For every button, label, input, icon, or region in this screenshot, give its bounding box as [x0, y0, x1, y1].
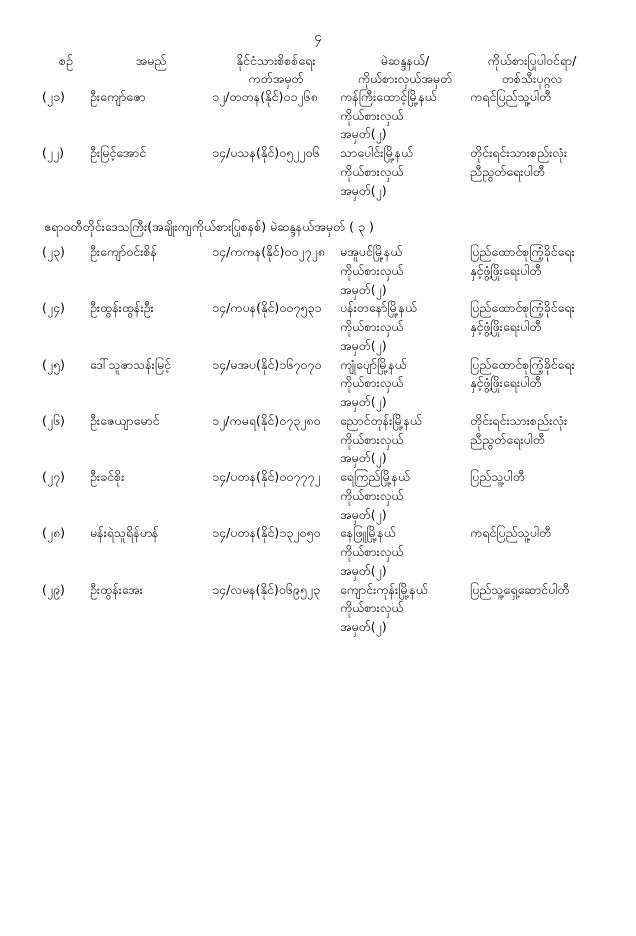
row-constituency	[340, 524, 470, 580]
party-line: နှင့်ဖွံ့ဖြိုးရေးပါတီ	[470, 262, 542, 278]
section-title: ဧရာဝတီတိုင်းဒေသကြီး(အချိုးကျကိုယ်စားပြုစနစ်) မဲဆန္ဒနယ်အမှတ် ( ၃ )	[44, 219, 374, 235]
row-serial-number: (၂၆)	[42, 412, 65, 428]
row-nrc-number: ၁၄/ပသန(နိုင်)၀၅၂၂၀၆	[212, 145, 320, 161]
constituency-line: ကိုယ်စားလှယ်	[340, 600, 404, 616]
table-row	[42, 299, 594, 355]
table-row	[42, 412, 594, 468]
row-serial-number: (၂၅)	[42, 356, 65, 372]
row-person-name: ဦးမြင့်အောင်	[90, 145, 147, 161]
constituency-line: အမှတ်(၂)	[340, 450, 387, 466]
row-serial-number: (၂၁)	[42, 88, 65, 104]
row-constituency	[340, 243, 470, 299]
row-serial-number: (၂၉)	[42, 581, 65, 597]
constituency-line: အမှတ်(၂)	[340, 394, 387, 410]
row-constituency	[340, 412, 470, 468]
table-body	[42, 88, 594, 637]
constituency-line: နေဖြူမြို့နယ်	[340, 525, 396, 541]
constituency-line: အမှတ်(၂)	[340, 337, 387, 353]
row-nrc-number: ၁၄/ကပန(နိုင်)၀၀၇၅၃၁	[212, 300, 322, 316]
document-page	[0, 30, 636, 936]
constituency-line: ကျုံပျော်မြို့နယ်	[340, 356, 407, 372]
row-person-name: ဦးခင်စိုး	[90, 469, 125, 485]
row-constituency	[340, 299, 470, 355]
constituency-line: ကိုယ်စားလှယ်	[340, 163, 404, 179]
constituency-line: ကျောင်းကုန်းမြို့နယ်	[340, 581, 428, 597]
party-line: ညီညွတ်ရေးပါတီ	[470, 163, 545, 179]
table-row	[42, 144, 594, 200]
row-person-name: ဦးထွန်းထွန်းဦး	[90, 300, 154, 316]
party-line: ပြည်ထောင်စုကြံ့ခိုင်ရေး	[470, 356, 575, 372]
row-nrc-number: ၁၄/ပတန(နိုင်)၁၃၂၀၅၀	[212, 525, 321, 541]
constituency-line: ညောင်တုန်းမြို့နယ်	[340, 412, 423, 428]
constituency-line: သာပေါင်းမြို့နယ်	[340, 145, 414, 161]
row-constituency	[340, 356, 470, 412]
row-party: ပြည်သူ့ပါတီ	[470, 469, 525, 485]
party-line: ပြည်ထောင်စုကြံ့ခိုင်ရေး	[470, 244, 575, 260]
party-line: တိုင်းရင်းသားစည်းလုံး	[470, 145, 568, 161]
row-party	[470, 144, 594, 200]
row-serial-number: (၂၃)	[42, 244, 65, 260]
section-heading-cell	[42, 200, 594, 243]
party-line: ညီညွတ်ရေးပါတီ	[470, 431, 545, 447]
constituency-line: ကိုယ်စားလှယ်	[340, 375, 404, 391]
table-row	[42, 524, 594, 580]
constituency-line: ကိုယ်စားလှယ်	[340, 319, 404, 335]
constituency-line: ကိုယ်စားလှယ်	[340, 107, 404, 123]
row-serial-number: (၂၇)	[42, 469, 65, 485]
row-party	[470, 299, 594, 355]
row-nrc-number: ၁၄/လမန(နိုင်)၀၆၉၅၂၃	[212, 581, 321, 597]
row-serial-number: (၂၈)	[42, 525, 66, 541]
table-row	[42, 88, 594, 144]
column-header-name: အမည်	[135, 52, 167, 68]
constituency-line: အမှတ်(၂)	[340, 619, 387, 635]
party-line: တိုင်းရင်းသားစည်းလုံး	[470, 412, 568, 428]
row-person-name: ဦးထွန်းအေး	[90, 581, 143, 597]
row-nrc-number: ၁၂/ကမရ(နိုင်)၀၇၃၂၈၀	[212, 412, 321, 428]
table-row	[42, 356, 594, 412]
constituency-line: ကန်ကြီးထောင့်မြို့နယ်	[340, 88, 437, 104]
constituency-line: အမှတ်(၂)	[340, 126, 387, 142]
row-person-name: မန်းရဲသူရိန်ဟန်	[90, 525, 159, 541]
row-constituency	[340, 88, 470, 144]
table-row	[42, 581, 594, 637]
constituency-line: အမှတ်(၂)	[340, 506, 387, 522]
row-party	[470, 243, 594, 299]
table-row	[42, 243, 594, 299]
row-serial-number: (၂၂)	[42, 145, 65, 161]
constituency-line: မအူပင်မြို့နယ်	[340, 244, 403, 260]
table-row	[42, 468, 594, 524]
column-header-party: ကိုယ်စားပြုပါဝင်ရာ/ တစ်သီးပုဂ္ဂလ	[487, 52, 577, 86]
party-line: ပြည်ထောင်စုကြံ့ခိုင်ရေး	[470, 300, 575, 316]
row-nrc-number: ၁၄/ကကန(နိုင်)၀၀၂၇၂၈	[212, 244, 325, 260]
constituency-line: အမှတ်(၂)	[340, 562, 387, 578]
row-constituency	[340, 144, 470, 200]
constituency-line: ကိုယ်စားလှယ်	[340, 262, 404, 278]
section-heading-row	[42, 200, 594, 243]
row-constituency	[340, 468, 470, 524]
row-constituency	[340, 581, 470, 637]
constituency-line: ရေကြည်မြို့နယ်	[340, 469, 411, 485]
representatives-table	[42, 52, 594, 637]
row-serial-number: (၂၄)	[42, 300, 65, 316]
row-person-name: ဦးဇေယျာမောင်	[90, 412, 160, 428]
constituency-line: ကိုယ်စားလှယ်	[340, 544, 404, 560]
constituency-line: ကိုယ်စားလှယ်	[340, 431, 404, 447]
table-header	[42, 52, 594, 88]
constituency-line: အမှတ်(၂)	[340, 182, 387, 198]
row-nrc-number: ၁၄/မအပ(နိုင်)၁၆၇၀၇၀	[212, 356, 322, 372]
party-line: နှင့်ဖွံ့ဖြိုးရေးပါတီ	[470, 375, 542, 391]
page-number: ၄	[314, 30, 322, 45]
constituency-line: အမှတ်(၂)	[340, 281, 387, 297]
row-person-name: ဦးကျော်ဝင်းစိန်	[90, 244, 157, 260]
row-nrc-number: ၁၂/တတန(နိုင်)၀၁၂၆၈	[212, 88, 318, 104]
row-party: ပြည်သူ့ရှေ့ဆောင်ပါတီ	[470, 581, 570, 597]
row-party	[470, 356, 594, 412]
row-party	[470, 412, 594, 468]
constituency-line: ကိုယ်စားလှယ်	[340, 487, 404, 503]
row-nrc-number: ၁၄/ပတန(နိုင်)၀၀၇၇၇၂	[212, 469, 321, 485]
party-line: နှင့်ဖွံ့ဖြိုးရေးပါတီ	[470, 319, 542, 335]
constituency-line: ပန်းတနော်မြို့နယ်	[340, 300, 418, 316]
table-header-row	[42, 52, 594, 88]
row-party: ကရင်ပြည်သူ့ပါတီ	[470, 525, 552, 541]
row-person-name: ဒေါ်သူဇာသန်းမြင့်	[90, 356, 172, 372]
row-person-name: ဦးကျော်ဇော	[90, 88, 146, 104]
column-header-no: စဉ်	[59, 52, 73, 68]
column-header-constituency: မဲဆန္ဒနယ်/ ကိုယ်စားလှယ်အမှတ်	[357, 52, 453, 86]
row-party: ကရင်ပြည်သူ့ပါတီ	[470, 88, 552, 104]
column-header-nrc: နိုင်ငံသားစိစစ်ရေး ကတ်အမှတ်	[236, 52, 316, 86]
